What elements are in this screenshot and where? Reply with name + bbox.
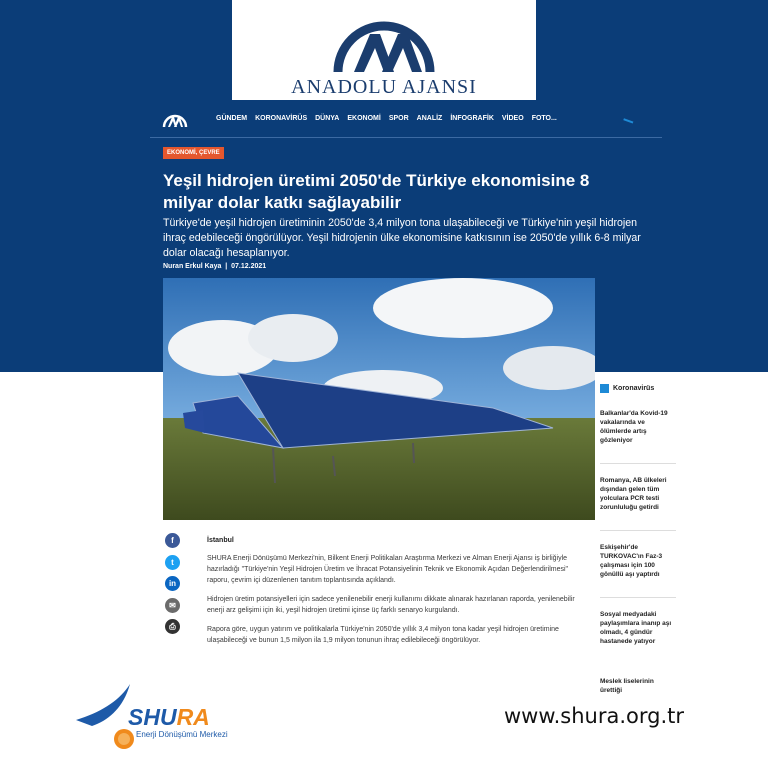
byline-separator: | xyxy=(225,263,228,270)
shura-logo-text xyxy=(128,704,210,731)
dateline-location: İstanbul xyxy=(207,537,234,544)
nav-menu xyxy=(216,115,557,122)
byline xyxy=(163,263,266,270)
sidebar-news-item[interactable]: Sosyal medyadaki paylaşımlara inanıp aşı olmadı, 4 gündür hastanede yatıyor xyxy=(600,610,676,665)
sidebar-news-item[interactable]: Meslek liselerinin ürettiği xyxy=(600,678,654,694)
nav-item-gundem[interactable]: GÜNDEM xyxy=(216,115,248,122)
aa-logo-icon xyxy=(332,8,436,74)
solar-panels-photo xyxy=(163,278,595,520)
brand-name: ANADOLU AJANSI xyxy=(291,76,477,98)
aa-mini-logo-icon[interactable] xyxy=(162,110,188,128)
website-url[interactable]: www.shura.org.tr xyxy=(504,704,684,728)
print-icon[interactable]: ⎙ xyxy=(165,619,180,634)
nav-item-dunya[interactable]: DÜNYA xyxy=(315,115,340,122)
nav-item-koronavirus[interactable]: KORONAVİRÜS xyxy=(255,115,308,122)
nav-item-video[interactable]: VİDEO xyxy=(501,115,524,122)
facebook-icon[interactable]: f xyxy=(165,533,180,548)
linkedin-icon[interactable]: in xyxy=(165,576,180,591)
top-navigation xyxy=(150,100,662,138)
shura-logo-main: SHU xyxy=(128,704,177,730)
share-bar xyxy=(165,533,180,641)
body-paragraph: Rapora göre, uygun yatırım ve politikalarla Türkiye'nin 2050'de yıllık 3,4 milyon tona kadar yeşil hidrojen üretimine ulaşabileceği ve bunun 1,5 milyon ila 1,9 milyon tonunun ihraç edilebileceği öngörülüyor. xyxy=(207,626,559,644)
section-marker-icon xyxy=(600,384,609,393)
sidebar-news-item[interactable]: Romanya, AB ülkeleri dışından gelen tüm yolculara PCR testi zorunluluğu getirdi xyxy=(600,476,676,531)
publish-date: 07.12.2021 xyxy=(231,263,267,270)
twitter-icon[interactable]: t xyxy=(165,555,180,570)
shura-subtitle: Enerji Dönüşümü Merkezi xyxy=(136,730,228,739)
sidebar-heading-label[interactable]: Koronavirüs xyxy=(613,385,655,392)
article-lead: Türkiye'de yeşil hidrojen üretiminin 2050'de 3,4 milyon tona ulaşabileceği ve Türkiye'nin yeşil hidrojen ihraç edebileceği öngörülüyor. Yeşil hidrojenin ülke ekonomisine katkısının ise 2050'de yıllık 6-8 milyar dolar olacağı hesaplanıyor. xyxy=(163,217,641,259)
shura-logo-accent: RA xyxy=(176,704,210,730)
email-icon[interactable]: ✉ xyxy=(165,598,180,613)
category-badge[interactable]: EKONOMİ, ÇEVRE xyxy=(163,147,224,159)
sidebar-news-item[interactable]: Eskişehir'de TURKOVAC'ın Faz-3 çalışması için 100 gönüllü aşı yaptırdı xyxy=(600,543,676,598)
sidebar-heading xyxy=(600,384,680,393)
nav-item-analiz[interactable]: ANALİZ xyxy=(416,115,443,122)
body-paragraph: SHURA Enerji Dönüşümü Merkezi'nin, Bilkent Enerji Politikaları Araştırma Merkezi ve Alman Enerji Ajansı iş birliğiyle hazırladığı "Türkiye'nin Yeşil Hidrojen Üretim ve İhracat Potansiyelinin Teknik ve Ekonomik Açıdan Değerlendirilmesi" raporu, çevrim içi düzenlenen tanıtım toplantısında açıklandı. xyxy=(207,555,569,584)
sidebar-news-item[interactable]: Balkanlar'da Kovid-19 vakalarında ve ölümlerde artış gözleniyor xyxy=(600,409,676,464)
sidebar-clip xyxy=(596,655,686,675)
nav-item-infografik[interactable]: İNFOGRAFİK xyxy=(450,115,494,122)
anadolu-logo-card xyxy=(232,0,536,100)
article-body xyxy=(207,535,582,654)
author-name[interactable]: Nuran Erkul Kaya xyxy=(163,263,222,270)
body-paragraph: Hidrojen üretim potansiyelleri için sadece yenilenebilir enerji kullanımı dikkate alınarak hazırlanan raporda, yenilenebilir enerji arz gelişimi için iki, yeşil hidrojen üretimi içinse üç farklı senaryo kurgulandı. xyxy=(207,596,575,614)
search-icon[interactable] xyxy=(623,114,634,123)
article-screenshot xyxy=(150,100,662,660)
nav-item-spor[interactable]: SPOR xyxy=(388,115,409,122)
nav-item-foto[interactable]: FOTO... xyxy=(531,115,557,122)
article-title: Yeşil hidrojen üretimi 2050'de Türkiye ekonomisine 8 milyar dolar katkı sağlayabilir xyxy=(163,171,590,212)
nav-item-ekonomi[interactable]: EKONOMİ xyxy=(347,115,381,122)
